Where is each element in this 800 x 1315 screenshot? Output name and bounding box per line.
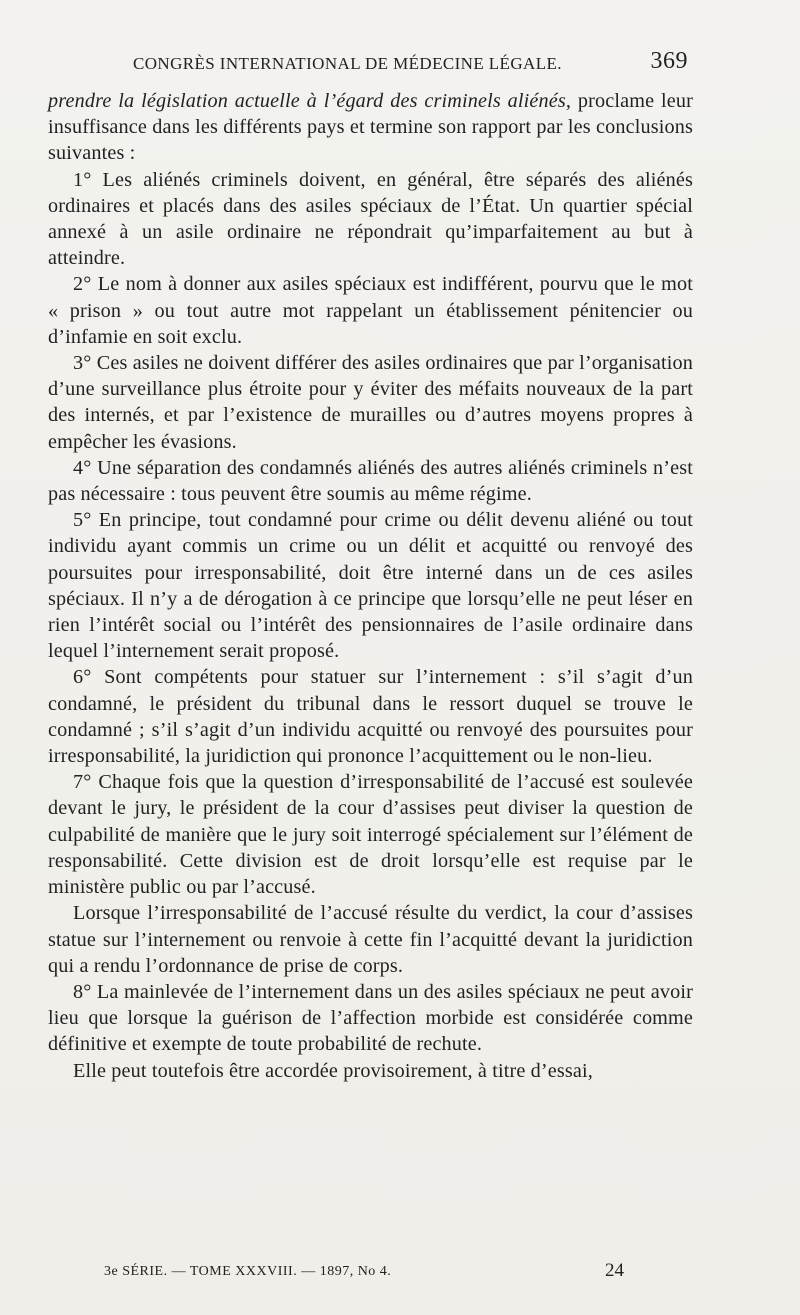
running-title: CONGRÈS INTERNATIONAL DE MÉDECINE LÉGALE. [133, 54, 562, 73]
running-head [105, 48, 688, 78]
paragraph-8: 8° La mainlevée de l’internement dans un des asiles spéciaux ne peut avoir lieu que lorsque la guérison de l’affection morbide est considérée comme définitive et exempte de toute probabilité de rechute. [48, 980, 693, 1056]
paragraph-1: 1° Les aliénés criminels doivent, en général, être séparés des aliénés ordinaires et placés dans des asiles spéciaux de l’État. Un quartier spécial annexé à un asile ordinaire ne répondrait qu’imparfaitement au but à atteindre. [48, 168, 693, 270]
paragraph-7-continuation: Lorsque l’irresponsabilité de l’accusé résulte du verdict, la cour d’assises statue sur l’internement ou renvoie à cette fin l’acquitté devant la juridiction qui a rendu l’ordonnance de prise de corps. [48, 902, 693, 977]
intro-rest-text: proclame leur insuffisance dans les différents pays et termine son rapport par les conclusions suivantes : [48, 90, 693, 165]
body-text [48, 88, 693, 1084]
paragraph-7: 7° Chaque fois que la question d’irresponsabilité de l’accusé est soulevée devant le jury, le président de la cour d’assises peut diviser la question de culpabilité de manière que le jury soit interrogé spécialement sur l’élément de responsabilité. Cette division est de droit lorsqu’elle est requise par le ministère public ou par l’accusé. [48, 771, 693, 899]
page-footer [104, 1260, 624, 1286]
paragraph-2: 2° Le nom à donner aux asiles spéciaux est indifférent, pourvu que le mot « prison » ou tout autre mot rappelant un établissement pénitencier ou d’infamie en soit exclu. [48, 273, 693, 348]
intro-paragraph [48, 88, 693, 167]
paragraph-6: 6° Sont compétents pour statuer sur l’internement : s’il s’agit d’un condamné, le président du tribunal dans le ressort duquel se trouve le condamné ; s’il s’agit d’un individu acquitté ou renvoyé des poursuites pour irresponsabilité, la juridiction qui prononce l’acquittement ou le non-lieu. [48, 666, 693, 768]
paragraph-3: 3° Ces asiles ne doivent différer des asiles ordinaires que par l’organisation d’une surveillance plus étroite pour y éviter des méfaits nouveaux de la part des internés, et par l’existence de murailles ou d’autres moyens propres à empêcher les évasions. [48, 352, 693, 453]
signature-mark: 24 [605, 1260, 624, 1281]
page-number: 369 [650, 48, 688, 74]
intro-italic-text: prendre la législation actuelle à l’égard des criminels aliénés, [48, 90, 572, 112]
series-line: 3e SÉRIE. — TOME XXXVIII. — 1897, No 4. [104, 1264, 392, 1279]
paragraph-8-continuation: Elle peut toutefois être accordée provisoirement, à titre d’essai, [73, 1059, 593, 1082]
paragraph-5: 5° En principe, tout condamné pour crime ou délit devenu aliéné ou tout individu ayant commis un crime ou un délit et acquitté ou renvoyé des poursuites pour irresponsabilité, doit être interné dans un de ces asiles spéciaux. Il n’y a de dérogation à ce principe que lorsqu’elle ne peut léser en rien l’intérêt social ou l’intérêt des pensionnaires de l’asile ordinaire dans lequel l’internement serait proposé. [48, 509, 693, 663]
paragraph-4: 4° Une séparation des condamnés aliénés des autres aliénés criminels n’est pas nécessaire : tous peuvent être soumis au même régime. [48, 456, 693, 506]
